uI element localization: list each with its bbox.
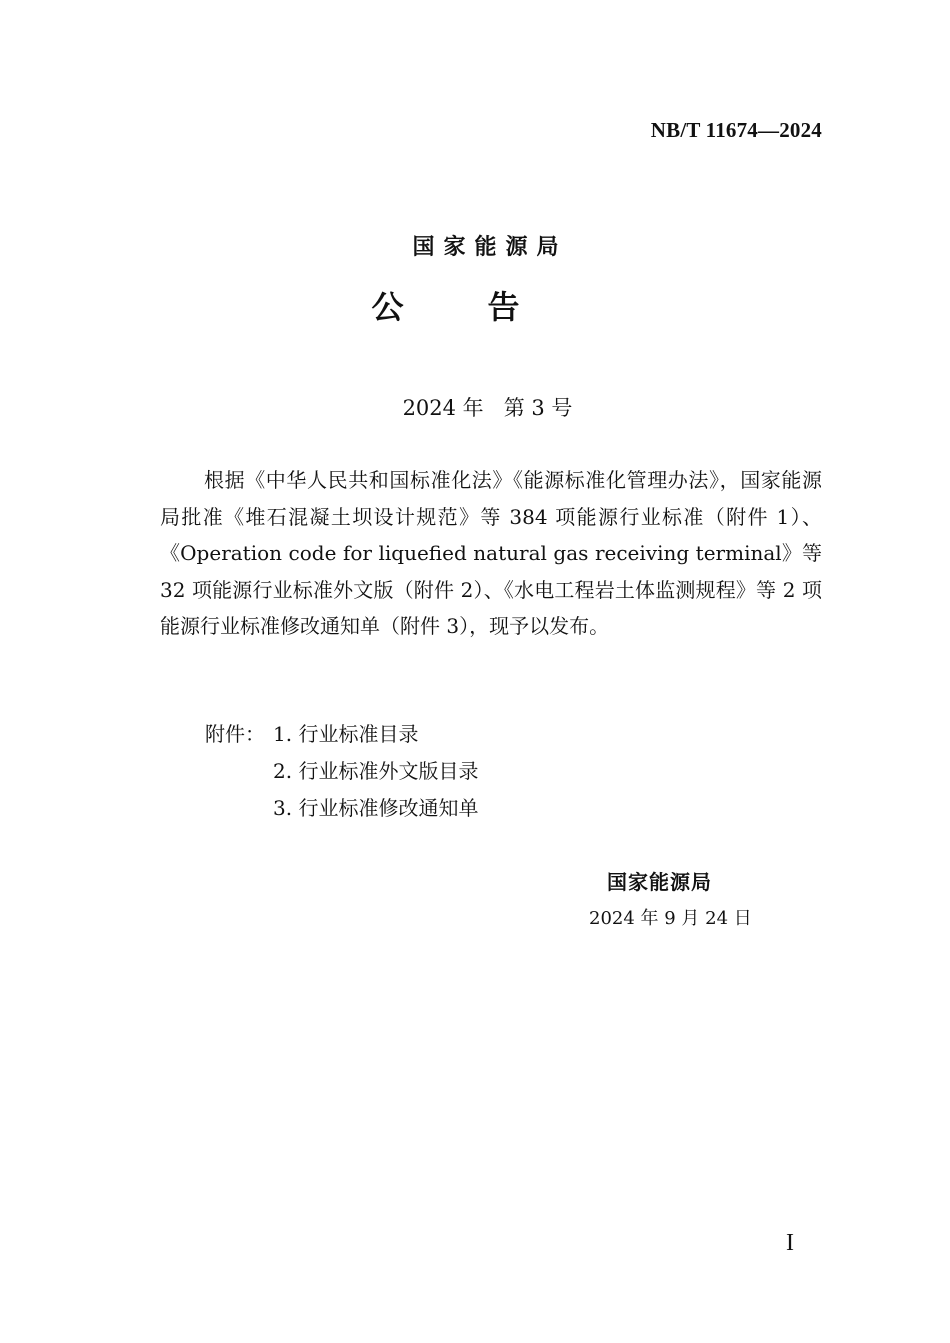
attachment-item: 3. 行业标准修改通知单 [273, 796, 479, 820]
page-number: I [786, 1230, 794, 1256]
standard-code: NB/T 11674—2024 [650, 118, 822, 142]
document-number: 2024 年 第 3 号 [402, 396, 573, 420]
signature-date: 2024 年 9 月 24 日 [589, 908, 752, 929]
signature-issuer: 国家能源局 [607, 870, 712, 894]
attachment-row [205, 790, 478, 827]
attachments-list [205, 716, 478, 827]
issuer-heading: 国家能源局 [412, 235, 568, 260]
notice-body-paragraph: 根据《中华人民共和国标准化法》《能源标准化管理办法》，国家能源局批准《堆石混凝土坝设计规范》等 384 项能源行业标准（附件 1）、《Operation code for liquefied natural gas receiving terminal》等 32 项能源行业标准外文版（附件 2）、《水电工程岩土体监测规程》等 2 项能源行业标准修改通知单（附件 3），现予以发布。 [160, 468, 822, 638]
attachment-row [205, 716, 478, 753]
attachment-row [205, 753, 478, 790]
attachment-item: 2. 行业标准外文版目录 [273, 759, 479, 783]
document-type-title: 公告 [371, 288, 604, 326]
attachments-label: 附件： [205, 722, 265, 746]
attachment-item: 1. 行业标准目录 [273, 722, 419, 746]
